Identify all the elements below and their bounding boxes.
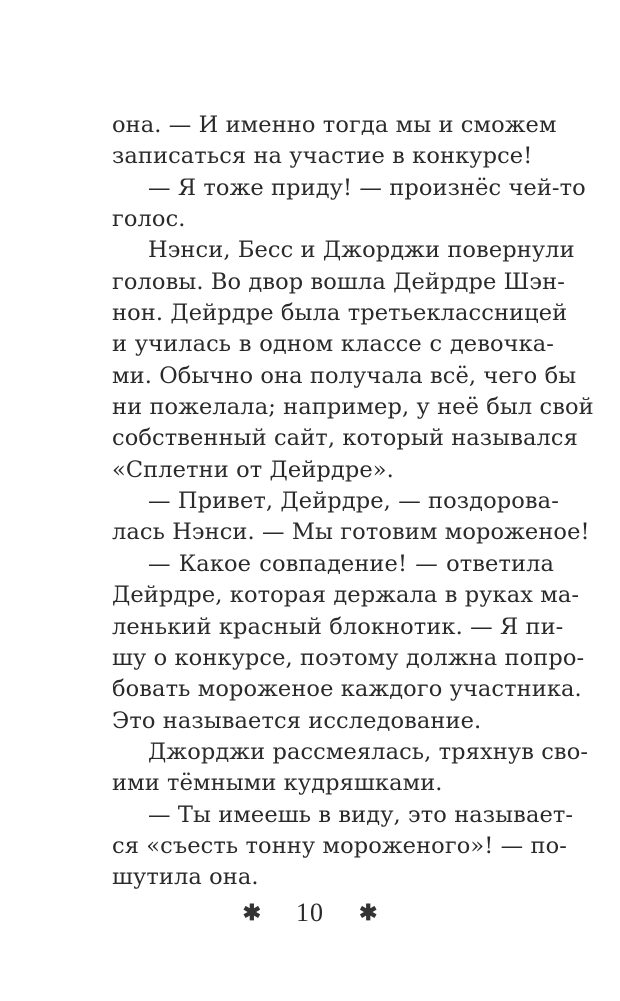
text-line: головы. Во двор вошла Дейрдре Шэн- (112, 268, 565, 295)
paragraph-first-line: — Я тоже приду! — произнёс чей-то (148, 174, 586, 201)
text-line: Это называется исследование. (112, 707, 482, 734)
text-line: ни пожелала; например, у неё был свой (112, 394, 594, 421)
paragraph-first-line: Нэнси, Бесс и Джорджи повернули (148, 237, 575, 264)
paragraph-first-line: — Ты имеешь в виду, это называет- (148, 801, 574, 828)
text-line: «Сплетни от Дейрдре». (112, 456, 394, 483)
text-line: и училась в одном классе с девочка- (112, 331, 554, 358)
text-line: она. — И именно тогда мы и сможем (112, 112, 557, 138)
text-line: собственный сайт, который назывался (112, 425, 578, 452)
paragraph-first-line: — Какое совпадение! — ответила (148, 550, 554, 577)
text-line: лась Нэнси. — Мы готовим мороженое! (112, 519, 590, 546)
text-line: записаться на участие в конкурсе! (112, 143, 533, 170)
paragraph-first-line: Джорджи рассмеялась, тряхнув сво- (148, 738, 589, 765)
text-line: ими тёмными кудряшками. (112, 770, 443, 797)
page-number: 10 (296, 898, 324, 927)
paragraph-first-line: — Привет, Дейрдре, — поздорова- (148, 488, 559, 515)
text-line: нон. Дейрдре была третьеклассницей (112, 300, 568, 327)
star-ornament-icon: ✱ (242, 900, 261, 926)
text-line: Дейрдре, которая держала в руках ма- (112, 582, 580, 609)
star-ornament-icon: ✱ (359, 900, 378, 926)
text-line: шу о конкурсе, поэтому должна попро- (112, 644, 585, 671)
text-line: шутила она. (112, 864, 259, 891)
text-line: ми. Обычно она получала всё, чего бы (112, 362, 577, 389)
text-line: бовать мороженое каждого участника. (112, 676, 582, 703)
page-footer (0, 898, 620, 928)
text-line: голос. (112, 206, 186, 233)
text-line: ленький красный блокнотик. — Я пи- (112, 613, 564, 640)
page-body-text (112, 110, 594, 894)
text-line: ся «съесть тонну мороженого»! — по- (112, 832, 567, 859)
